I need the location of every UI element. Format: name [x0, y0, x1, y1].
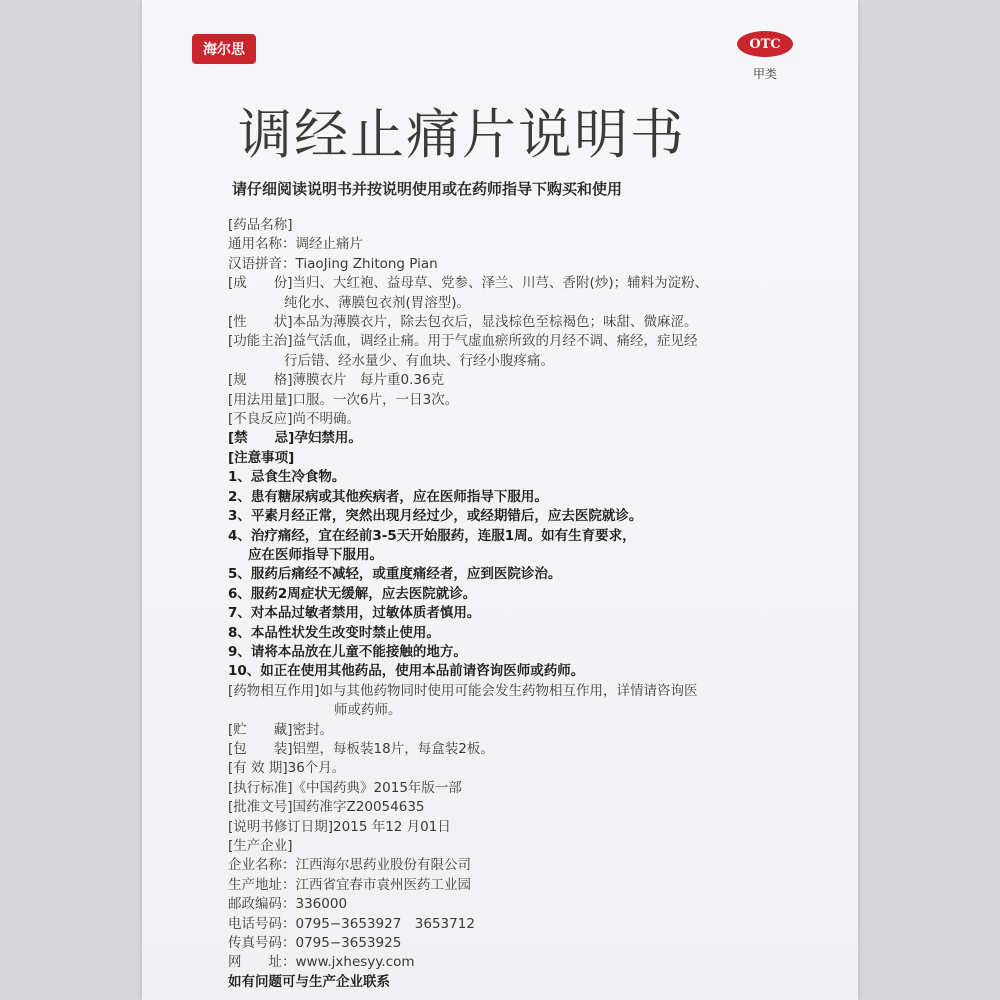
website-row: 网 址： www.jxhesyy.com: [228, 954, 415, 971]
pinyin-row: 汉语拼音： TiaoJing Zhitong Pian: [228, 255, 438, 272]
precaution-item: 8、本品性状发生改变时禁止使用。: [228, 624, 440, 641]
precaution-item: 6、服药2周症状无缓解，应去医院就诊。: [228, 585, 477, 602]
phone-row: 电话号码： 0795−3653927 3653712: [228, 915, 475, 932]
fax-row: 传真号码： 0795−3653925: [228, 935, 402, 952]
validity-row: [有 效 期] 36个月。: [228, 760, 346, 777]
page-title: 调经止痛片说明书: [238, 103, 686, 166]
precaution-item: 4、治疗痛经，宜在经前3-5天开始服药，连服1周。如有生育要求，: [228, 527, 636, 544]
indications-line2: 行后错、经水量少、有血块、行经小腹疼痛。: [284, 352, 554, 369]
interactions-row: [药物相互作用] 如与其他药物同时使用可能会发生药物相互作用，详情请咨询医: [228, 682, 698, 699]
brand-name: 海尔思: [203, 42, 245, 58]
otc-label: OTC: [749, 36, 781, 52]
adverse-row: [不良反应] 尚不明确。: [228, 411, 361, 428]
indications-row: [功能主治] 益气活血，调经止痛。用于气虚血瘀所致的月经不调、痛经，症见经: [228, 333, 698, 350]
leaflet-body: [228, 216, 808, 992]
interactions-line2: 师或药师。: [334, 702, 402, 719]
address-row: 生产地址： 江西省宜春市袁州医药工业园: [228, 876, 471, 893]
page-subtitle: 请仔细阅读说明书并按说明使用或在药师指导下购买和使用: [232, 180, 623, 198]
section-precautions: [注意事项]: [228, 449, 295, 466]
revision-row: [说明书修订日期] 2015 年12 月01日: [228, 818, 451, 835]
standard-row: [执行标准] 《中国药典》2015年版一部: [228, 779, 462, 796]
dosage-row: [用法用量] 口服。一次6片，一日3次。: [228, 391, 459, 408]
precaution-item-continued: 应在医师指导下服用。: [248, 546, 383, 563]
brand-logo: [192, 34, 256, 64]
approval-row: [批准文号] 国药准字Z20054635: [228, 799, 425, 816]
postcode-row: 邮政编码： 336000: [228, 896, 348, 913]
properties-row: [性 状] 本品为薄膜衣片，除去包衣后，显浅棕色至棕褐色；味甜、微麻涩。: [228, 314, 698, 331]
composition-line2: 纯化水、薄膜包衣剂(胃溶型)。: [284, 294, 471, 311]
package-row: [包 装] 铝塑，每板装18片，每盒装2板。: [228, 740, 494, 757]
precaution-item: 10、如正在使用其他药品，使用本品前请咨询医师或药师。: [228, 663, 585, 680]
specification-row: [规 格] 薄膜衣片 每片重0.36克: [228, 372, 445, 389]
precaution-item: 9、请将本品放在儿童不能接触的地方。: [228, 643, 467, 660]
company-name-row: 企业名称： 江西海尔思药业股份有限公司: [228, 857, 471, 874]
common-name-row: 通用名称： 调经止痛片: [228, 236, 363, 253]
composition-row: [成 份] 当归、大红袍、益母草、党参、泽兰、川芎、香附(炒)；辅料为淀粉、: [228, 275, 709, 292]
precaution-item: 3、平素月经正常，突然出现月经过少，或经期错后，应去医院就诊。: [228, 508, 643, 525]
precaution-item: 1、忌食生冷食物。: [228, 469, 346, 486]
precaution-item: 7、对本品过敏者禁用，过敏体质者慎用。: [228, 605, 481, 622]
precaution-item: 2、患有糖尿病或其他疾病者，应在医师指导下服用。: [228, 488, 548, 505]
section-drug-name: [药品名称]: [228, 217, 293, 233]
otc-class: 甲类: [753, 67, 778, 81]
precaution-item: 5、服药后痛经不减轻，或重度痛经者，应到医院诊治。: [228, 566, 562, 583]
section-manufacturer: [生产企业]: [228, 838, 293, 854]
otc-badge: [737, 31, 793, 57]
contraindication-row: [禁 忌] 孕妇禁用。: [228, 430, 362, 447]
contact-note: 如有问题可与生产企业联系: [228, 973, 390, 990]
storage-row: [贮 藏] 密封。: [228, 721, 334, 738]
